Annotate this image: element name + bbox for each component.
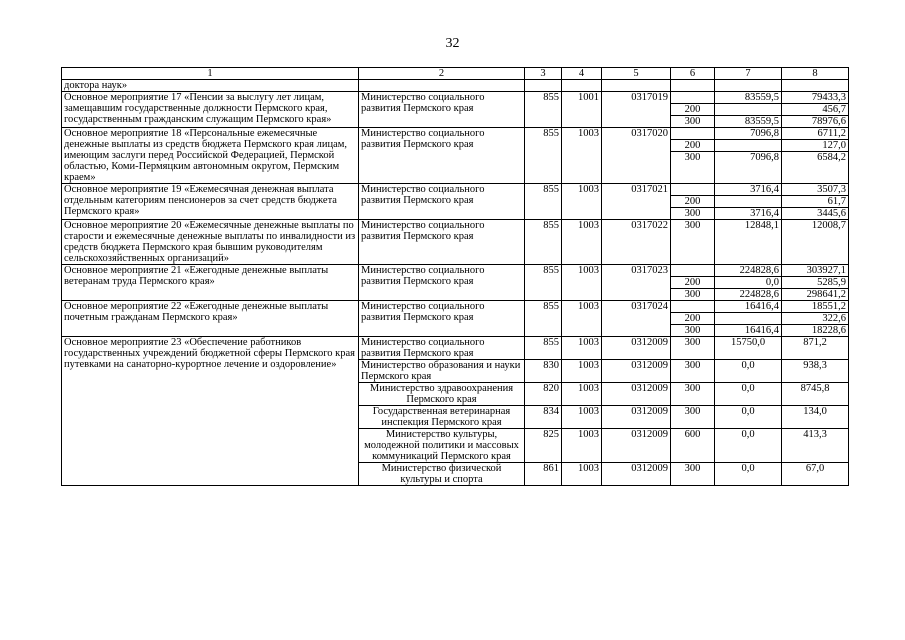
amount-plan-line: 16416,4: [744, 301, 779, 312]
code-expense-type-line: 200: [671, 139, 714, 151]
ministry-name: Министерство социального развития Пермского края: [359, 92, 525, 128]
code-expense-type: [671, 128, 715, 184]
ministry-name: Министерство социального развития Пермского края: [359, 265, 525, 301]
activity-name: Основное мероприятие 19 «Ежемесячная денежная выплата отдельным категориям пенсионеров за счет средств бюджета Пермского края»: [62, 184, 359, 220]
amount-plan: 0,0: [715, 429, 782, 463]
header-cell: 8: [782, 68, 849, 80]
page-number: 32: [445, 36, 460, 51]
code-target: 0312009: [602, 406, 671, 429]
code-admin: [525, 80, 562, 92]
amount-plan: [715, 80, 782, 92]
header-cell: 6: [671, 68, 715, 80]
code-section: 1003: [562, 265, 602, 301]
code-admin: 834: [525, 406, 562, 429]
code-expense-type-line: 300: [671, 324, 714, 336]
code-expense-type: [671, 80, 715, 92]
code-admin: 855: [525, 220, 562, 265]
amount-plan-line: 7096,8: [750, 128, 779, 139]
amount-actual-line: 18551,2: [811, 301, 846, 312]
header-cell: 1: [62, 68, 359, 80]
amount-plan-line: 7096,8: [715, 151, 781, 163]
amount-plan: 15750,0: [715, 337, 782, 360]
code-target: 0317024: [602, 301, 671, 337]
activity-name: Основное мероприятие 20 «Ежемесячные денежные выплаты по старости и ежемесячные денежные выплаты по инвалидности из средств бюджета Пермского края бывшим руководителям сельскохозяйственных организаций»: [62, 220, 359, 265]
code-expense-type: [671, 220, 715, 265]
amount-actual: [782, 128, 849, 184]
amount-actual-line: 18228,6: [782, 324, 848, 336]
code-expense-type: [671, 92, 715, 128]
amount-plan-line: 0,0: [715, 276, 781, 288]
amount-actual: 413,3: [782, 429, 849, 463]
amount-actual-line: 6711,2: [817, 128, 846, 139]
code-target: 0317023: [602, 265, 671, 301]
amount-actual: [782, 184, 849, 220]
code-expense-type-line: [671, 265, 714, 276]
code-target: 0317020: [602, 128, 671, 184]
code-expense-type: [671, 265, 715, 301]
code-target: 0312009: [602, 360, 671, 383]
amount-plan: 0,0: [715, 383, 782, 406]
table-row: [62, 184, 849, 220]
ministry-name: Министерство физической культуры и спорта: [359, 463, 525, 486]
activity-name: Основное мероприятие 23 «Обеспечение работников государственных учреждений бюджетной сферы Пермского края путевками на санаторно-курортное лечение и оздоровление»: [62, 337, 359, 486]
code-expense-type-line: [671, 128, 714, 139]
code-target: 0312009: [602, 429, 671, 463]
amount-actual-line: 6584,2: [782, 151, 848, 163]
ministry-name: Министерство социального развития Пермского края: [359, 301, 525, 337]
amount-plan: [715, 92, 782, 128]
amount-plan-line: [715, 195, 781, 207]
activity-name: Основное мероприятие 21 «Ежегодные денежные выплаты ветеранам труда Пермского края»: [62, 265, 359, 301]
amount-actual: 871,2: [782, 337, 849, 360]
activity-name: Основное мероприятие 17 «Пенсии за выслугу лет лицам, замещавшим государственные должности Пермского края, государственным гражданским служащим Пермского края»: [62, 92, 359, 128]
amount-actual: [782, 265, 849, 301]
amount-actual-line: 79433,3: [811, 92, 846, 103]
code-expense-type: 300: [671, 463, 715, 486]
amount-plan-line: 224828,6: [715, 288, 781, 300]
activity-name: Основное мероприятие 22 «Ежегодные денежные выплаты почетным гражданам Пермского края»: [62, 301, 359, 337]
amount-actual-line: 3507,3: [817, 184, 846, 195]
amount-actual: [782, 80, 849, 92]
amount-actual: 8745,8: [782, 383, 849, 406]
code-section: 1003: [562, 406, 602, 429]
amount-plan: [715, 301, 782, 337]
activity-name: доктора наук»: [62, 80, 359, 92]
code-admin: 830: [525, 360, 562, 383]
budget-table: [61, 67, 849, 486]
amount-plan-line: 83559,5: [715, 115, 781, 127]
code-expense-type: [671, 301, 715, 337]
amount-actual-line: 322,6: [782, 312, 848, 324]
code-admin: 820: [525, 383, 562, 406]
code-admin: 855: [525, 184, 562, 220]
code-expense-type-line: 200: [671, 276, 714, 288]
header-cell: 5: [602, 68, 671, 80]
table-row: [62, 128, 849, 184]
amount-plan: [715, 184, 782, 220]
code-target: 0312009: [602, 383, 671, 406]
amount-plan: 0,0: [715, 360, 782, 383]
code-section: 1003: [562, 128, 602, 184]
code-expense-type-line: 300: [684, 220, 701, 231]
code-target: 0317021: [602, 184, 671, 220]
ministry-name: Министерство социального развития Пермского края: [359, 337, 525, 360]
amount-actual-line: [782, 80, 848, 91]
table-row: [62, 80, 849, 92]
table-row: [62, 265, 849, 301]
code-admin: 855: [525, 265, 562, 301]
ministry-name: [359, 80, 525, 92]
code-expense-type-line: [671, 80, 714, 91]
amount-plan-line: 224828,6: [739, 265, 779, 276]
header-cell: 7: [715, 68, 782, 80]
code-section: 1003: [562, 301, 602, 337]
ministry-name: Министерство здравоохранения Пермского края: [359, 383, 525, 406]
amount-plan: 0,0: [715, 463, 782, 486]
code-expense-type-line: [671, 301, 714, 312]
code-expense-type-line: 300: [671, 115, 714, 127]
ministry-name: Министерство социального развития Пермского края: [359, 184, 525, 220]
code-expense-type-line: 200: [671, 103, 714, 115]
code-section: 1003: [562, 337, 602, 360]
code-admin: 855: [525, 92, 562, 128]
table-row: [62, 220, 849, 265]
code-target: 0317022: [602, 220, 671, 265]
amount-plan-line: 83559,5: [744, 92, 779, 103]
amount-actual: 938,3: [782, 360, 849, 383]
amount-plan: [715, 265, 782, 301]
code-section: 1003: [562, 360, 602, 383]
activity-name: Основное мероприятие 18 «Персональные ежемесячные денежные выплаты из средств бюджета Пермского края лицам, имеющим заслуги перед Российской Федерацией, Пермской областью, Коми-Пермяцким автономным округом, Пермским краем»: [62, 128, 359, 184]
amount-actual: [782, 301, 849, 337]
header-cell: 3: [525, 68, 562, 80]
table-row: [62, 92, 849, 128]
code-expense-type-line: 300: [671, 288, 714, 300]
header-row: [62, 68, 849, 80]
amount-actual-line: 298641,2: [782, 288, 848, 300]
amount-actual-line: 12008,7: [811, 220, 846, 231]
code-expense-type-line: 300: [671, 207, 714, 219]
amount-plan: [715, 128, 782, 184]
header-cell: 4: [562, 68, 602, 80]
amount-actual: [782, 220, 849, 265]
amount-plan-line: 3716,4: [750, 184, 779, 195]
code-target: 0317019: [602, 92, 671, 128]
amount-actual-line: 5285,9: [782, 276, 848, 288]
code-section: 1003: [562, 220, 602, 265]
amount-plan-line: [715, 312, 781, 324]
ministry-name: Государственная ветеринарная инспекция Пермского края: [359, 406, 525, 429]
code-admin: 861: [525, 463, 562, 486]
code-expense-type-line: 300: [671, 151, 714, 163]
amount-actual: 67,0: [782, 463, 849, 486]
code-expense-type-line: 200: [671, 312, 714, 324]
code-section: 1003: [562, 463, 602, 486]
amount-plan: [715, 220, 782, 265]
amount-plan-line: 12848,1: [744, 220, 779, 231]
table-row: [62, 301, 849, 337]
code-expense-type-line: [671, 92, 714, 103]
amount-plan: 0,0: [715, 406, 782, 429]
amount-actual-line: 456,7: [782, 103, 848, 115]
amount-actual-line: 3445,6: [782, 207, 848, 219]
ministry-name: Министерство социального развития Пермского края: [359, 128, 525, 184]
amount-actual-line: 78976,6: [782, 115, 848, 127]
code-section: 1003: [562, 184, 602, 220]
code-target: 0312009: [602, 337, 671, 360]
code-target: 0312009: [602, 463, 671, 486]
ministry-name: Министерство образования и науки Пермского края: [359, 360, 525, 383]
code-expense-type: 300: [671, 383, 715, 406]
amount-plan-line: 3716,4: [715, 207, 781, 219]
amount-actual: [782, 92, 849, 128]
code-target: [602, 80, 671, 92]
code-expense-type: 300: [671, 360, 715, 383]
code-expense-type: 300: [671, 337, 715, 360]
code-expense-type-line: [671, 184, 714, 195]
amount-plan-line: [715, 139, 781, 151]
amount-plan-line: [715, 80, 781, 91]
code-expense-type: [671, 184, 715, 220]
code-section: 1001: [562, 92, 602, 128]
code-admin: 855: [525, 128, 562, 184]
code-admin: 855: [525, 337, 562, 360]
code-admin: 855: [525, 301, 562, 337]
code-expense-type-line: 200: [671, 195, 714, 207]
code-section: 1003: [562, 429, 602, 463]
amount-plan-line: 16416,4: [715, 324, 781, 336]
amount-plan-line: [715, 103, 781, 115]
code-expense-type: 300: [671, 406, 715, 429]
code-expense-type: 600: [671, 429, 715, 463]
amount-actual-line: 303927,1: [806, 265, 846, 276]
header-cell: 2: [359, 68, 525, 80]
ministry-name: Министерство культуры, молодежной политики и массовых коммуникаций Пермского края: [359, 429, 525, 463]
amount-actual-line: 61,7: [782, 195, 848, 207]
amount-actual: 134,0: [782, 406, 849, 429]
table-row: [62, 337, 849, 360]
code-admin: 825: [525, 429, 562, 463]
code-section: [562, 80, 602, 92]
ministry-name: Министерство социального развития Пермского края: [359, 220, 525, 265]
amount-actual-line: 127,0: [782, 139, 848, 151]
code-section: 1003: [562, 383, 602, 406]
